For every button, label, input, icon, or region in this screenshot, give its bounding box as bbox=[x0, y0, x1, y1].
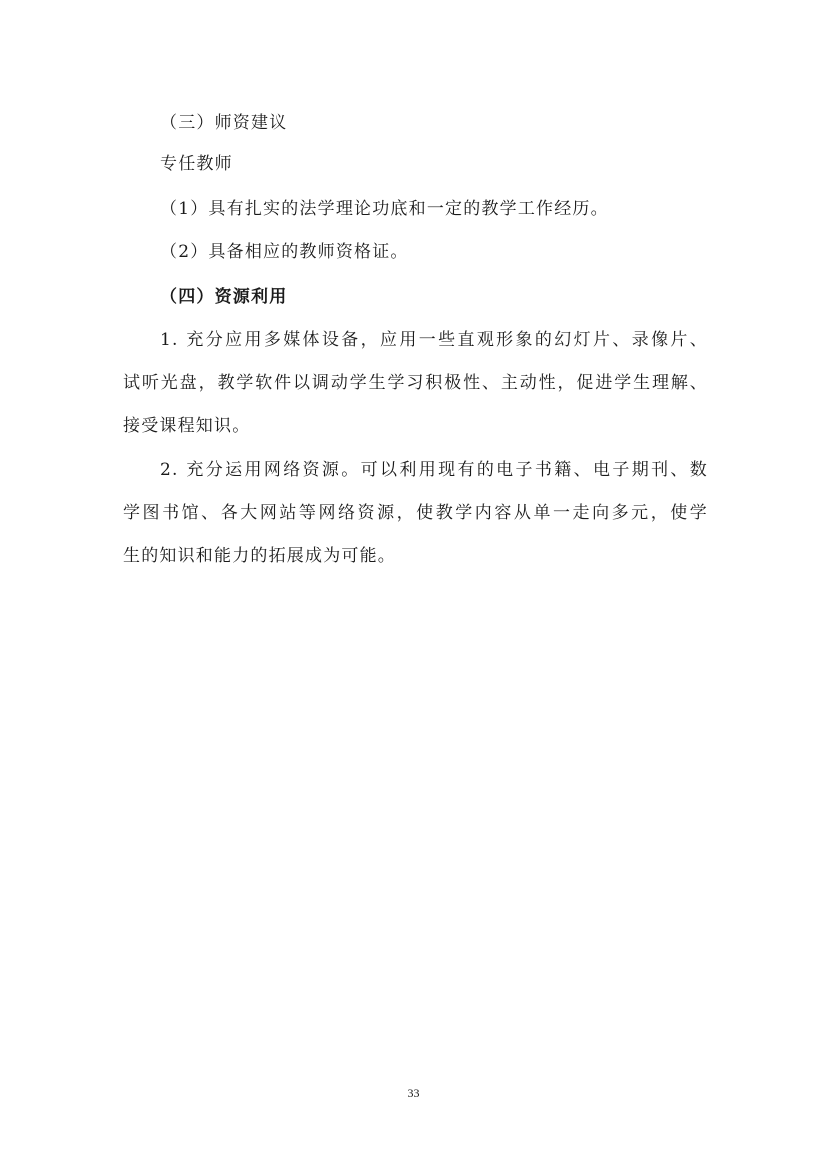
page-number: 33 bbox=[407, 1086, 420, 1100]
resource-paragraph-1-line-3: 接受课程知识。 bbox=[123, 416, 251, 436]
subheading-full-time-teachers: 专任教师 bbox=[160, 154, 233, 174]
resource-paragraph-1-line-2: 试听光盘，教学软件以调动学生学习积极性、主动性，促进学生理解、 bbox=[123, 373, 708, 393]
section-heading-resources: （四）资源利用 bbox=[160, 287, 288, 307]
resource-paragraph-2-line-1: 2. 充分运用网络资源。可以利用现有的电子书籍、电子期刊、数 bbox=[160, 460, 708, 480]
teacher-requirement-1: （1）具有扎实的法学理论功底和一定的教学工作经历。 bbox=[160, 199, 609, 219]
resource-paragraph-1-line-1: 1. 充分应用多媒体设备，应用一些直观形象的幻灯片、录像片、 bbox=[160, 330, 708, 350]
resource-paragraph-2-line-2: 学图书馆、各大网站等网络资源，使教学内容从单一走向多元，使学 bbox=[123, 503, 708, 523]
resource-paragraph-2-line-3: 生的知识和能力的拓展成为可能。 bbox=[123, 546, 396, 566]
teacher-requirement-2: （2）具备相应的教师资格证。 bbox=[160, 242, 409, 262]
section-heading-teachers: （三）师资建议 bbox=[160, 113, 288, 133]
